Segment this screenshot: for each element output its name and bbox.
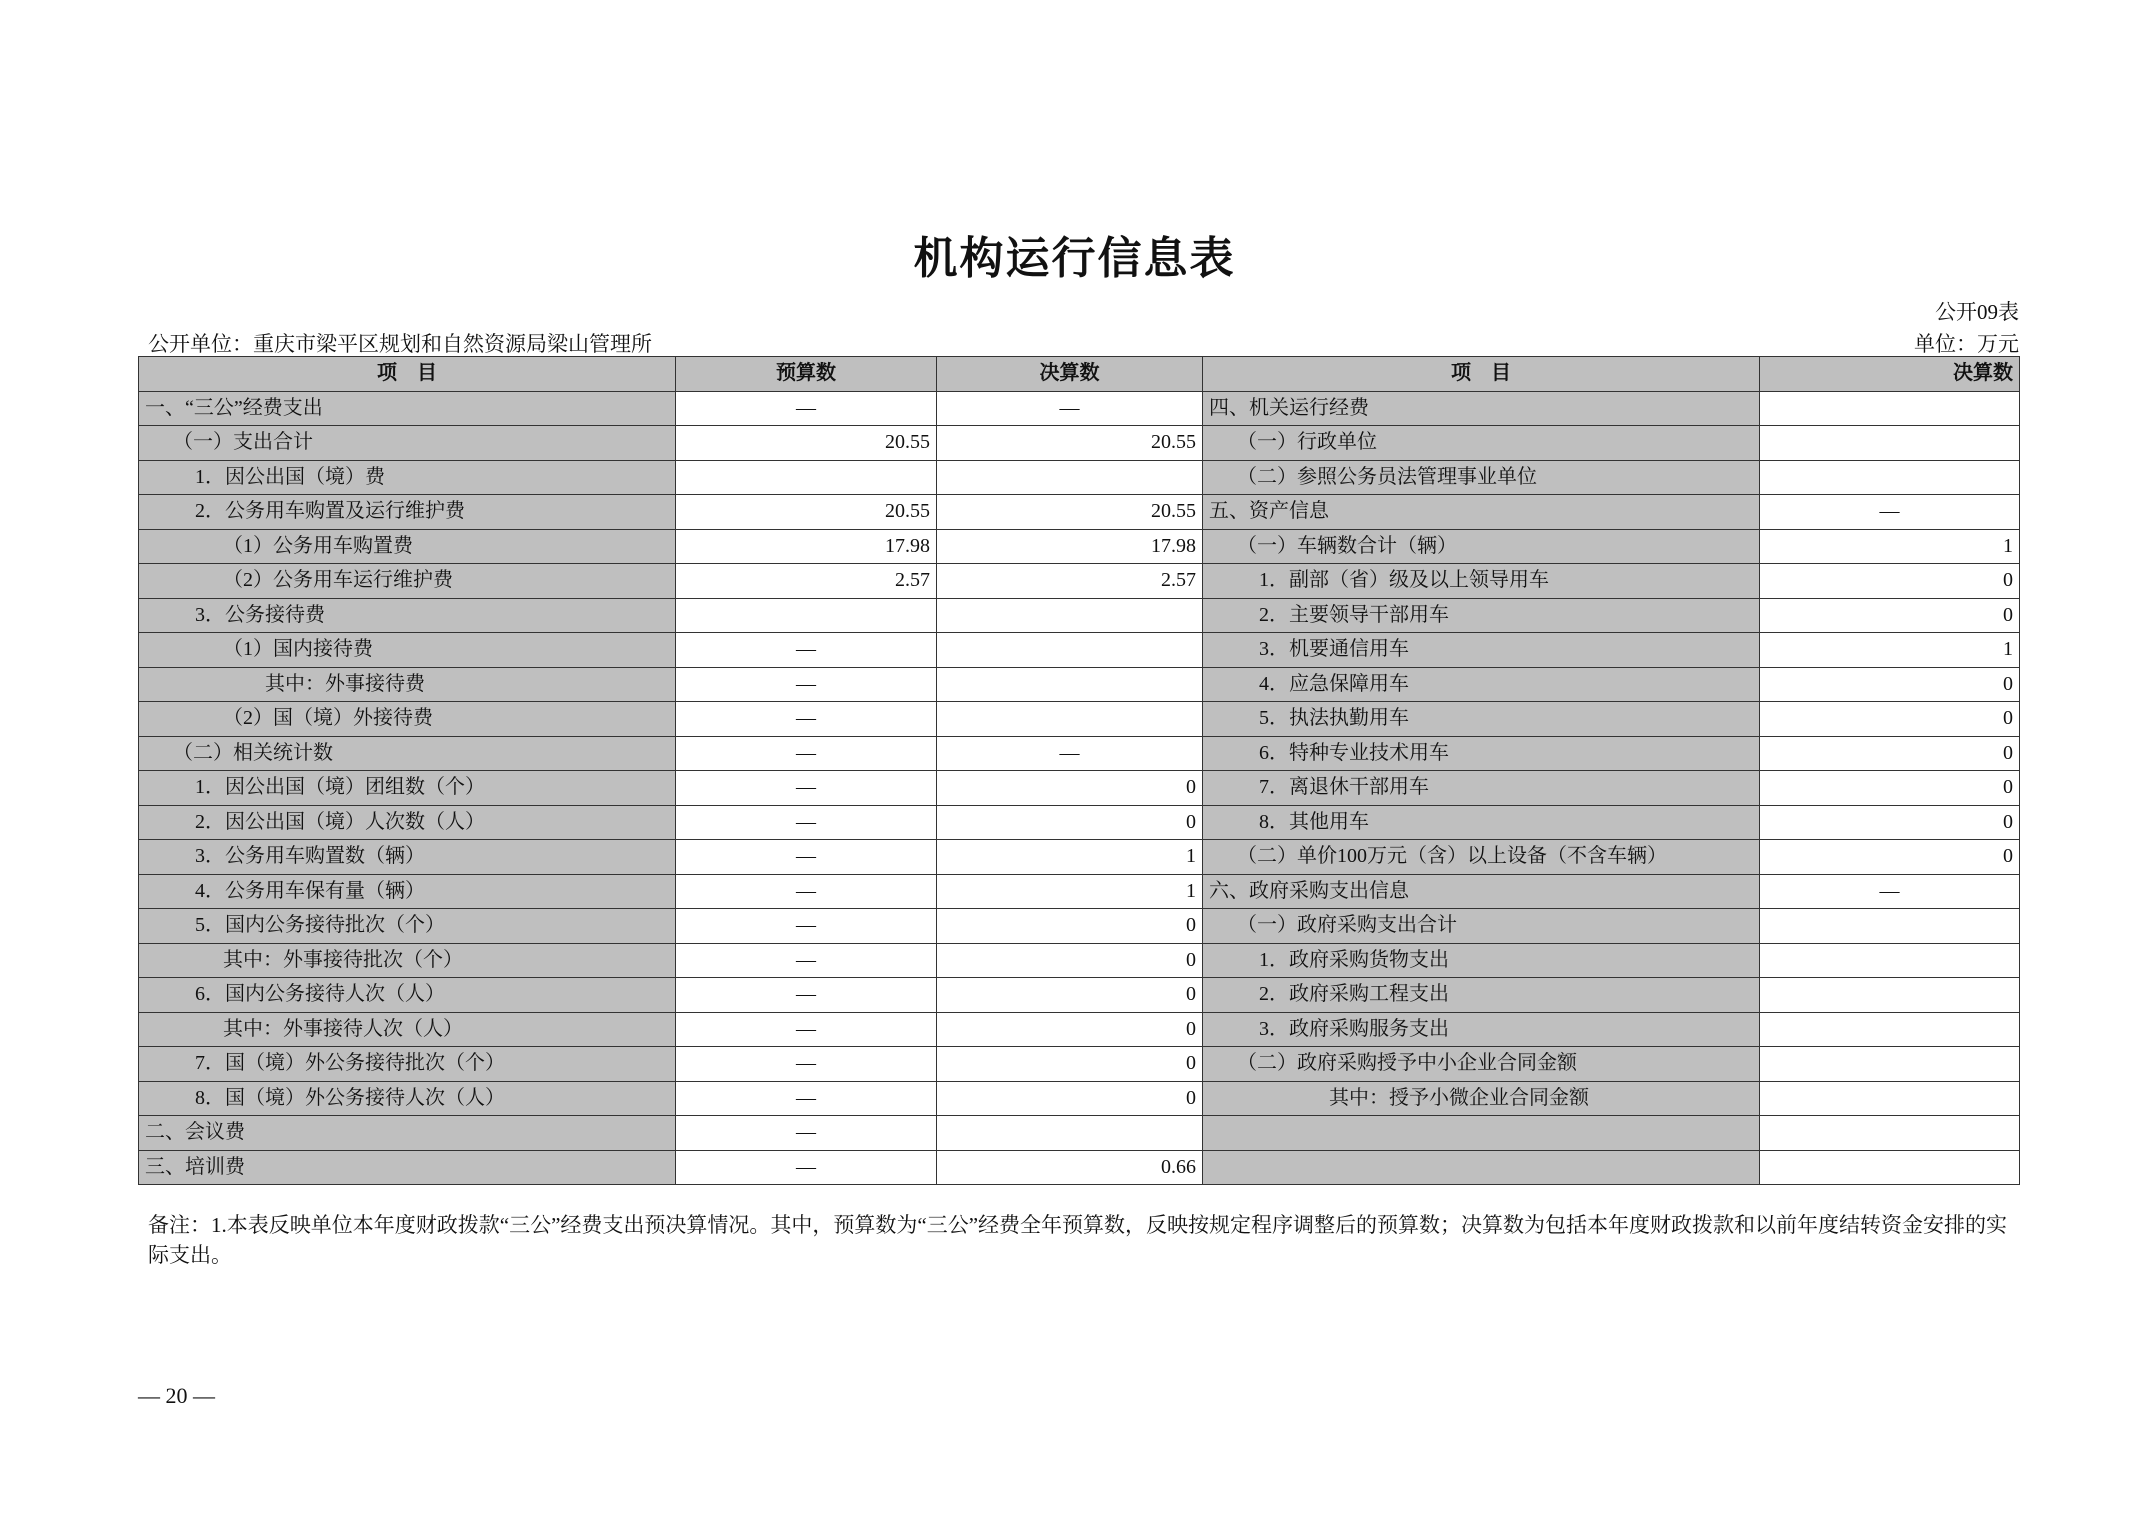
item-right: 2．主要领导干部用车 bbox=[1203, 598, 1760, 633]
final-value: 0 bbox=[937, 909, 1203, 944]
item-left: （一）支出合计 bbox=[139, 426, 676, 461]
budget-value: — bbox=[676, 840, 937, 875]
table-row bbox=[139, 1150, 2020, 1185]
final-value: 0 bbox=[937, 771, 1203, 806]
budget-value: — bbox=[676, 771, 937, 806]
item-right bbox=[1203, 1150, 1760, 1185]
final-right-value: 0 bbox=[1760, 840, 2020, 875]
final-right-value: 0 bbox=[1760, 805, 2020, 840]
item-left: 2．公务用车购置及运行维护费 bbox=[139, 495, 676, 530]
item-right: 7．离退休干部用车 bbox=[1203, 771, 1760, 806]
budget-value: 17.98 bbox=[676, 529, 937, 564]
item-left: 4．公务用车保有量（辆） bbox=[139, 874, 676, 909]
item-right: （一）车辆数合计（辆） bbox=[1203, 529, 1760, 564]
table-row bbox=[139, 633, 2020, 668]
final-value: 0 bbox=[937, 1012, 1203, 1047]
item-left: 3．公务接待费 bbox=[139, 598, 676, 633]
final-right-value: 1 bbox=[1760, 529, 2020, 564]
item-right: 4．应急保障用车 bbox=[1203, 667, 1760, 702]
item-left: 二、会议费 bbox=[139, 1116, 676, 1151]
header-budget: 预算数 bbox=[676, 357, 937, 392]
info-table bbox=[138, 356, 2020, 1185]
table-row bbox=[139, 978, 2020, 1013]
table-row bbox=[139, 529, 2020, 564]
item-left: （2）国（境）外接待费 bbox=[139, 702, 676, 737]
item-left: 6．国内公务接待人次（人） bbox=[139, 978, 676, 1013]
final-right-value bbox=[1760, 426, 2020, 461]
table-row bbox=[139, 805, 2020, 840]
item-left: 5．国内公务接待批次（个） bbox=[139, 909, 676, 944]
final-right-value: 0 bbox=[1760, 564, 2020, 599]
table-row bbox=[139, 943, 2020, 978]
table-row bbox=[139, 840, 2020, 875]
budget-value: — bbox=[676, 943, 937, 978]
final-value: 20.55 bbox=[937, 426, 1203, 461]
final-right-value: 0 bbox=[1760, 598, 2020, 633]
budget-value: — bbox=[676, 391, 937, 426]
table-row bbox=[139, 495, 2020, 530]
header-info bbox=[148, 328, 2019, 354]
item-left: （二）相关统计数 bbox=[139, 736, 676, 771]
final-right-value bbox=[1760, 1116, 2020, 1151]
header-item-left: 项 目 bbox=[139, 357, 676, 392]
final-value: — bbox=[937, 736, 1203, 771]
table-row bbox=[139, 460, 2020, 495]
item-right: 其中：授予小微企业合同金额 bbox=[1203, 1081, 1760, 1116]
item-left: 其中：外事接待费 bbox=[139, 667, 676, 702]
budget-value: — bbox=[676, 736, 937, 771]
budget-value: — bbox=[676, 1047, 937, 1082]
final-right-value bbox=[1760, 1150, 2020, 1185]
final-right-value: 1 bbox=[1760, 633, 2020, 668]
item-left: 其中：外事接待人次（人） bbox=[139, 1012, 676, 1047]
page-number: — 20 — bbox=[138, 1383, 215, 1408]
final-value: 1 bbox=[937, 874, 1203, 909]
item-right: 六、政府采购支出信息 bbox=[1203, 874, 1760, 909]
item-right: 8．其他用车 bbox=[1203, 805, 1760, 840]
table-row bbox=[139, 564, 2020, 599]
final-value bbox=[937, 1116, 1203, 1151]
budget-value: — bbox=[676, 667, 937, 702]
table-row bbox=[139, 1116, 2020, 1151]
item-left: 其中：外事接待批次（个） bbox=[139, 943, 676, 978]
final-value bbox=[937, 460, 1203, 495]
item-right: （二）单价100万元（含）以上设备（不含车辆） bbox=[1203, 840, 1760, 875]
header-final-left: 决算数 bbox=[937, 357, 1203, 392]
item-right: 1．副部（省）级及以上领导用车 bbox=[1203, 564, 1760, 599]
final-value bbox=[937, 667, 1203, 702]
budget-value: — bbox=[676, 1081, 937, 1116]
table-row bbox=[139, 702, 2020, 737]
budget-value: — bbox=[676, 633, 937, 668]
final-right-value: — bbox=[1760, 495, 2020, 530]
final-right-value bbox=[1760, 1081, 2020, 1116]
header-final-right: 决算数 bbox=[1760, 357, 2020, 392]
item-right: 五、资产信息 bbox=[1203, 495, 1760, 530]
table-row bbox=[139, 1081, 2020, 1116]
budget-value bbox=[676, 460, 937, 495]
footnote: 备注：1.本表反映单位本年度财政拨款“三公”经费支出预决算情况。其中，预算数为“三公”经费全年预算数，反映按规定程序调整后的预算数；决算数为包括本年度财政拨款和以前年度结转资金安排的实际支出。 bbox=[148, 1213, 2008, 1267]
budget-value: — bbox=[676, 702, 937, 737]
final-right-value bbox=[1760, 1012, 2020, 1047]
final-value bbox=[937, 598, 1203, 633]
form-number: 公开09表 bbox=[1935, 300, 2019, 324]
final-value: 2.57 bbox=[937, 564, 1203, 599]
budget-value: — bbox=[676, 805, 937, 840]
table-row bbox=[139, 1047, 2020, 1082]
final-value: — bbox=[937, 391, 1203, 426]
item-right: 四、机关运行经费 bbox=[1203, 391, 1760, 426]
item-right: 1．政府采购货物支出 bbox=[1203, 943, 1760, 978]
item-right bbox=[1203, 1116, 1760, 1151]
final-right-value: — bbox=[1760, 874, 2020, 909]
table-row bbox=[139, 1012, 2020, 1047]
budget-value bbox=[676, 598, 937, 633]
final-value: 0.66 bbox=[937, 1150, 1203, 1185]
item-left: （1）国内接待费 bbox=[139, 633, 676, 668]
page-title: 机构运行信息表 bbox=[913, 234, 1236, 283]
item-left: 1．因公出国（境）团组数（个） bbox=[139, 771, 676, 806]
item-right: 5．执法执勤用车 bbox=[1203, 702, 1760, 737]
header-item-right: 项 目 bbox=[1203, 357, 1760, 392]
final-value: 0 bbox=[937, 1047, 1203, 1082]
final-right-value bbox=[1760, 391, 2020, 426]
unit-label: 单位：万元 bbox=[1914, 332, 2019, 356]
final-value: 0 bbox=[937, 978, 1203, 1013]
budget-value: — bbox=[676, 1150, 937, 1185]
final-right-value bbox=[1760, 1047, 2020, 1082]
table-row bbox=[139, 771, 2020, 806]
item-left: （2）公务用车运行维护费 bbox=[139, 564, 676, 599]
item-right: （二）参照公务员法管理事业单位 bbox=[1203, 460, 1760, 495]
final-value: 0 bbox=[937, 805, 1203, 840]
item-left: 2．因公出国（境）人次数（人） bbox=[139, 805, 676, 840]
table-row bbox=[139, 736, 2020, 771]
final-value: 0 bbox=[937, 943, 1203, 978]
item-right: 3．政府采购服务支出 bbox=[1203, 1012, 1760, 1047]
budget-value: — bbox=[676, 1116, 937, 1151]
final-value: 17.98 bbox=[937, 529, 1203, 564]
item-right: （一）行政单位 bbox=[1203, 426, 1760, 461]
table-row bbox=[139, 909, 2020, 944]
final-value bbox=[937, 702, 1203, 737]
table-row bbox=[139, 598, 2020, 633]
table-row bbox=[139, 874, 2020, 909]
final-right-value: 0 bbox=[1760, 667, 2020, 702]
item-left: 7．国（境）外公务接待批次（个） bbox=[139, 1047, 676, 1082]
item-right: 6．特种专业技术用车 bbox=[1203, 736, 1760, 771]
item-right: （二）政府采购授予中小企业合同金额 bbox=[1203, 1047, 1760, 1082]
item-left: 8．国（境）外公务接待人次（人） bbox=[139, 1081, 676, 1116]
budget-value: — bbox=[676, 978, 937, 1013]
final-value: 0 bbox=[937, 1081, 1203, 1116]
item-right: 3．机要通信用车 bbox=[1203, 633, 1760, 668]
table-row bbox=[139, 391, 2020, 426]
item-left: 一、“三公”经费支出 bbox=[139, 391, 676, 426]
budget-value: 20.55 bbox=[676, 495, 937, 530]
final-right-value: 0 bbox=[1760, 771, 2020, 806]
org-name: 公开单位：重庆市梁平区规划和自然资源局梁山管理所 bbox=[148, 332, 652, 356]
final-right-value bbox=[1760, 909, 2020, 944]
budget-value: — bbox=[676, 909, 937, 944]
budget-value: — bbox=[676, 874, 937, 909]
item-left: 三、培训费 bbox=[139, 1150, 676, 1185]
final-right-value bbox=[1760, 978, 2020, 1013]
final-value bbox=[937, 633, 1203, 668]
final-right-value: 0 bbox=[1760, 736, 2020, 771]
table-header-row bbox=[139, 357, 2020, 392]
item-left: 1．因公出国（境）费 bbox=[139, 460, 676, 495]
table-row bbox=[139, 667, 2020, 702]
table-row bbox=[139, 426, 2020, 461]
budget-value: — bbox=[676, 1012, 937, 1047]
final-value: 1 bbox=[937, 840, 1203, 875]
final-right-value bbox=[1760, 460, 2020, 495]
item-right: 2．政府采购工程支出 bbox=[1203, 978, 1760, 1013]
item-left: （1）公务用车购置费 bbox=[139, 529, 676, 564]
final-right-value: 0 bbox=[1760, 702, 2020, 737]
item-right: （一）政府采购支出合计 bbox=[1203, 909, 1760, 944]
budget-value: 20.55 bbox=[676, 426, 937, 461]
final-right-value bbox=[1760, 943, 2020, 978]
budget-value: 2.57 bbox=[676, 564, 937, 599]
item-left: 3．公务用车购置数（辆） bbox=[139, 840, 676, 875]
final-value: 20.55 bbox=[937, 495, 1203, 530]
